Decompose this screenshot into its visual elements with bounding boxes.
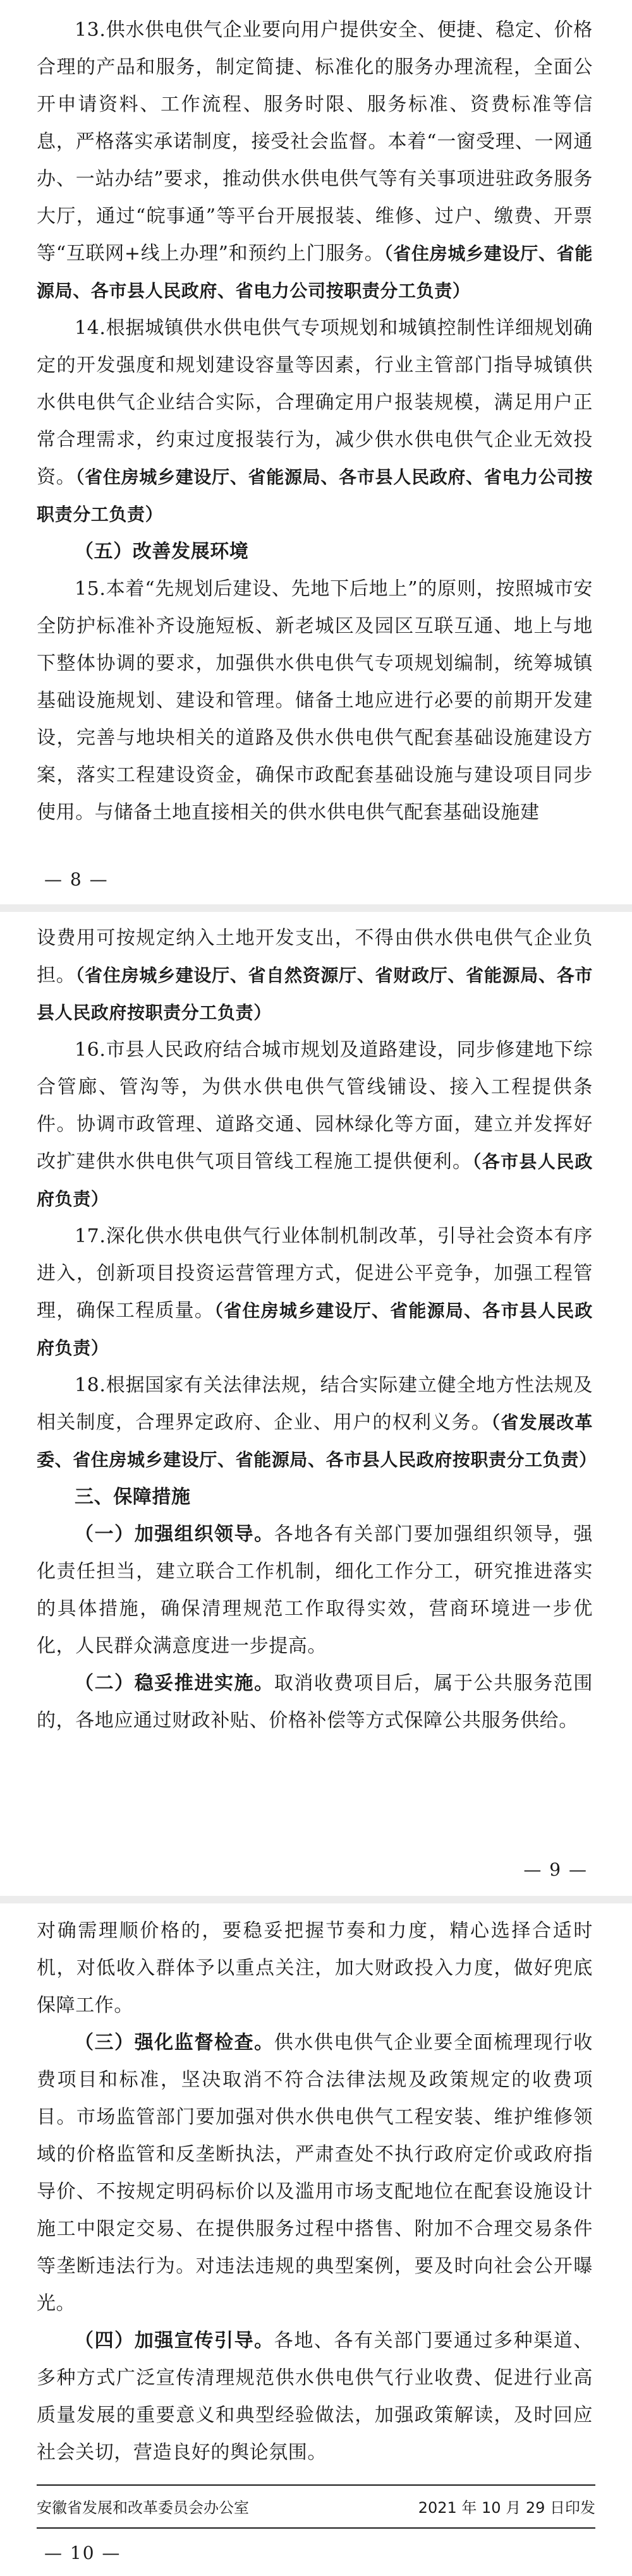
paragraph-16-text: 16.市县人民政府结合城市规划及道路建设，同步修建地下综合管廊、管沟等，为供水供电供气管线铺设、接入工程提供条件。协调市政管理、道路交通、园林绿化等方面，建立并发挥好改扩建供水供电供气项目管线工程施工提供便利。	[37, 1039, 593, 1173]
paragraph-17-text: 17.深化供水供电供气行业体制机制改革，引导社会资本有序进入，创新项目投资运营管理方式，促进公平竞争，加强工程管理，确保工程质量。	[37, 1225, 593, 1322]
measure-3-lead: （三）强化监督检查。	[75, 2032, 274, 2054]
paragraph-15: 15.本着“先规划后建设、先地下后地上”的原则，按照城市安全防护标准补齐设施短板、新老城区及园区互联互通、地上与地下整体协调的要求，加强供水供电供气专项规划编制，统筹城镇基础设施规划、建设和管理。储备土地应进行必要的前期开发建设，完善与地块相关的道路及供水供电供气配套基础设施建设方案，落实工程建设资金，确保市政配套基础设施与建设项目同步使用。与储备土地直接相关的供水供电供气配套基础设施建	[37, 578, 593, 824]
measure-1-text: 各地各有关部门要加强组织领导，强化责任担当，建立联合工作机制，细化工作分工，研究推进落实的具体措施，确保清理规范工作取得实效，营商环境进一步优化，人民群众满意度进一步提高。	[37, 1523, 593, 1657]
footer-row	[37, 2495, 595, 2517]
measure-2	[37, 1665, 593, 1739]
paragraph-13-responsibility: （省住房城乡建设厅、省能源局、各市县人民政府、省电力公司按职责分工负责）	[37, 243, 593, 301]
measure-4-lead: （四）加强宣传引导。	[75, 2330, 274, 2352]
paragraph-17	[37, 1218, 593, 1367]
footer-top-rule	[37, 2484, 595, 2486]
footer-date: 2021 年 10 月 29 日印发	[418, 2499, 595, 2517]
paragraph-13-text: 13.供水供电供气企业要向用户提供安全、便捷、稳定、价格合理的产品和服务，制定简捷、标准化的服务办理流程，全面公开申请资料、工作流程、服务时限、服务标准、资费标准等信息，严格落实承诺制度，接受社会监督。本着“一窗受理、一网通办、一站办结”要求，推动供水供电供气等有关事项进驻政务服务大厅，通过“皖事通”等平台开展报装、维修、过户、缴费、开票等“互联网+线上办理”和预约上门服务。	[37, 19, 593, 265]
measure-2-continuation: 对确需理顺价格的，要稳妥把握节奏和力度，精心选择合适时机，对低收入群体予以重点关注，加大财政投入力度，做好兜底保障工作。	[37, 1920, 593, 2016]
measure-1	[37, 1516, 593, 1665]
continuation-responsibility: （省住房城乡建设厅、省自然资源厅、省财政厅、省能源局、各市县人民政府按职责分工负责）	[37, 965, 593, 1023]
footer-bottom-rule	[37, 2527, 595, 2529]
measure-2-text: 取消收费项目后，属于公共服务范围的，各地应通过财政补贴、价格补偿等方式保障公共服务供给。	[37, 1672, 593, 1732]
paragraph-18-text: 18.根据国家有关法律法规，结合实际建立健全地方性法规及相关制度，合理界定政府、企业、用户的权利义务。	[37, 1374, 593, 1434]
measure-4	[37, 2322, 593, 2471]
page-9-body	[37, 920, 597, 1739]
page-number-10: — 10 —	[44, 2543, 121, 2563]
page-8	[0, 0, 632, 904]
measure-4-text: 各地、各有关部门要通过多种渠道、多种方式广泛宣传清理规范供水供电供气行业收费、促进行业高质量发展的重要意义和典型经验做法，加强政策解读，及时回应社会关切，营造良好的舆论氛围。	[37, 2330, 593, 2464]
paragraph-15-continuation	[37, 920, 593, 1031]
page-number-9: — 9 —	[523, 1859, 588, 1880]
page-10-body	[37, 1912, 593, 2471]
paragraph-14-text: 14.根据城镇供水供电供气专项规划和城镇控制性详细规划确定的开发强度和规划建设容量等因素，行业主管部门指导城镇供水供电供气企业结合实际，合理确定用户报装规模，满足用户正常合理需求，约束过度报装行为，减少供水供电供气企业无效投资。	[37, 317, 593, 488]
section-title-safeguards: 三、保障措施	[75, 1486, 191, 1508]
paragraph-16-responsibility: （各市县人民政府负责）	[37, 1151, 593, 1209]
continuation-text: 设费用可按规定纳入土地开发支出，不得由供水供电供气企业负担。	[37, 927, 593, 986]
measure-1-lead: （一）加强组织领导。	[75, 1523, 274, 1545]
paragraph-18-responsibility: （省发展改革委、省住房城乡建设厅、省能源局、各市县人民政府按职责分工负责）	[37, 1412, 597, 1470]
paragraph-17-responsibility: （省住房城乡建设厅、省能源局、各市县人民政府负责）	[37, 1300, 593, 1358]
page-9	[0, 912, 632, 1896]
page-8-body	[37, 11, 593, 831]
measure-3-text: 供水供电供气企业要全面梳理现行收费项目和标准，坚决取消不符合法律法规及政策规定的收费项目。市场监管部门要加强对供水供电供气工程安装、维护维修领域的价格监管和反垄断执法，严肃查处不执行政府定价或政府指导价、不按规定明码标价以及滥用市场支配地位在配套设施设计施工中限定交易、在提供服务过程中搭售、附加不合理交易条件等垄断违法行为。对违法违规的典型案例，要及时向社会公开曝光。	[37, 2032, 593, 2315]
page-number-8: — 8 —	[44, 869, 109, 890]
footer-issuer: 安徽省发展和改革委员会办公室	[37, 2499, 249, 2517]
paragraph-13	[37, 11, 593, 309]
page-separator	[0, 904, 632, 912]
paragraph-16	[37, 1031, 593, 1218]
paragraph-14	[37, 309, 593, 533]
section-heading-5: （五）改善发展环境	[75, 541, 249, 563]
paragraph-18	[37, 1367, 597, 1478]
page-separator	[0, 1896, 632, 1903]
measure-3	[37, 2024, 593, 2322]
page-10	[0, 1903, 632, 2576]
measure-2-lead: （二）稳妥推进实施。	[75, 1672, 274, 1694]
paragraph-14-responsibility: （省住房城乡建设厅、省能源局、各市县人民政府、省电力公司按职责分工负责）	[37, 467, 593, 525]
